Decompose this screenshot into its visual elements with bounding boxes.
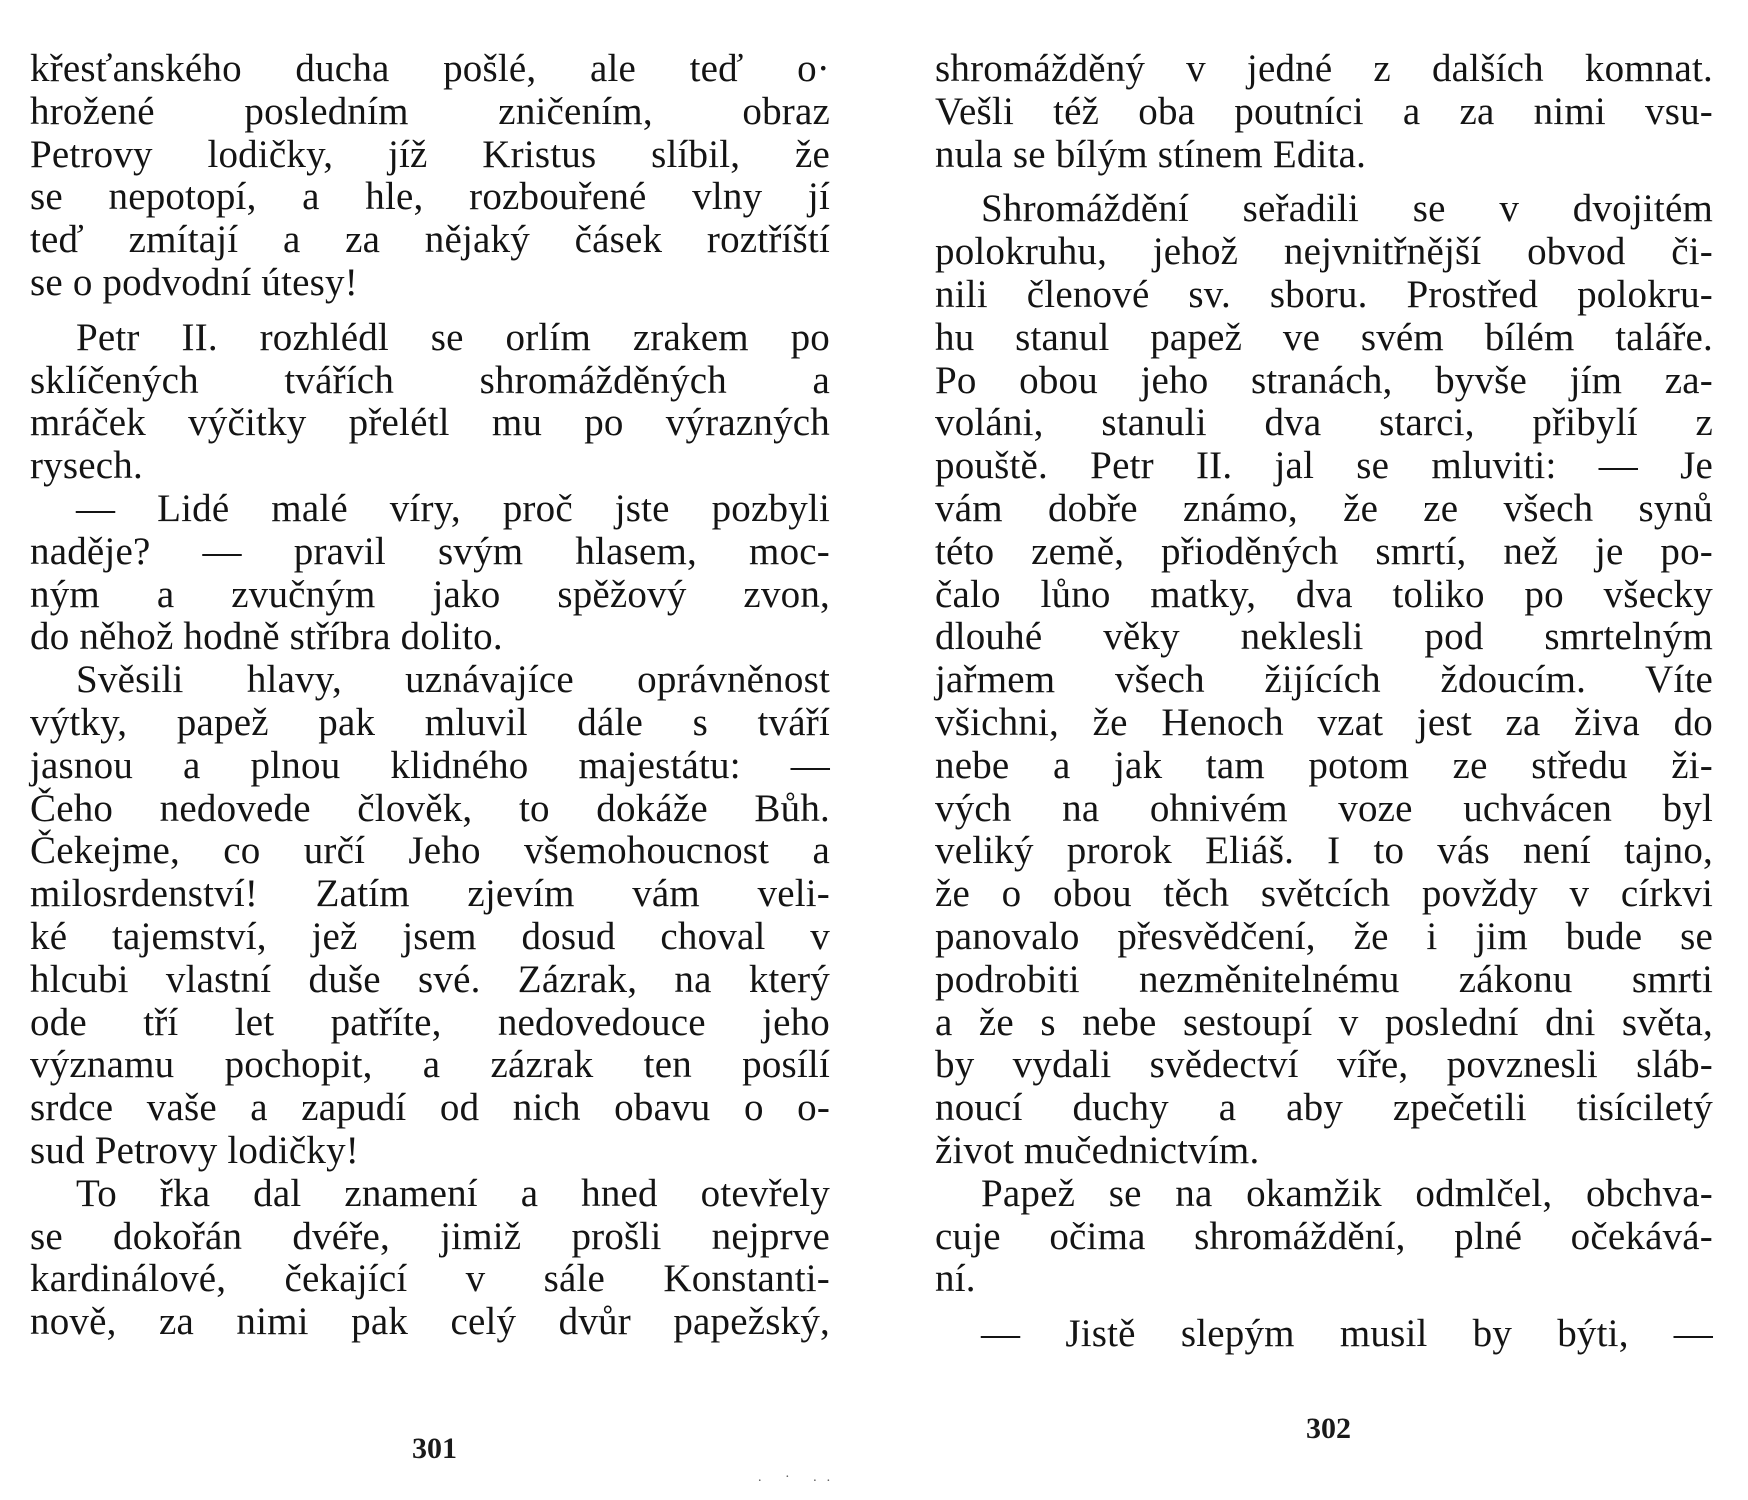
text-line: že o obou těch světcích povždy v církvi — [935, 872, 1713, 916]
text-line: život mučednictvím. — [935, 1128, 1260, 1172]
text-line: Petrovy lodičky, jíž Kristus slíbil, že — [30, 132, 830, 176]
text-line: sklíčených tvářích shromážděných a — [30, 358, 830, 402]
page-number-left: 301 — [412, 1432, 457, 1465]
text-line: jařmem všech žijících ždoucím. Víte — [935, 658, 1713, 702]
text-line: panovalo přesvědčení, že i jim bude se — [935, 914, 1713, 958]
text-line: se dokořán dvéře, jimiž prošli nejprve — [30, 1214, 830, 1258]
text-line: hu stanul papež ve svém bílém taláře. — [935, 315, 1713, 359]
text-line: podrobiti nezměnitelnému zákonu smrti — [935, 957, 1713, 1001]
text-line: nula se bílým stínem Edita. — [935, 132, 1367, 176]
text-line: kardinálové, čekající v sále Konstanti- — [30, 1257, 830, 1301]
text-line: čalo lůno matky, dva toliko po všecky — [935, 572, 1713, 616]
text-line: Po obou jeho stranách, byvše jím za- — [935, 358, 1713, 402]
text-line: Papež se na okamžik odmlčel, obchva- — [981, 1171, 1713, 1215]
text-line: Čekejme, co určí Jeho všemohoucnost a — [30, 829, 830, 873]
text-line: hrožené posledním zničením, obraz — [30, 89, 830, 133]
text-line: ké tajemství, jež jsem dosud choval v — [30, 914, 830, 958]
text-line: ným a zvučným jako spěžový zvon, — [30, 572, 830, 616]
left-page — [30, 48, 830, 1344]
text-line: naděje? — pravil svým hlasem, moc- — [30, 529, 830, 573]
text-line: cuje očima shromáždění, plné očekává- — [935, 1214, 1713, 1258]
text-line: jasnou a plnou klidného majestátu: — — [30, 743, 830, 787]
text-line: Vešli též oba poutníci a za nimi vsu- — [935, 89, 1713, 133]
text-line: milosrdenství! Zatím zjevím vám veli- — [30, 872, 830, 916]
text-line: by vydali svědectví víře, povznesli sláb- — [935, 1043, 1713, 1087]
text-line: teď zmítají a za nějaký čásek roztříští — [30, 218, 830, 262]
print-specks: . · .. — [758, 1470, 841, 1485]
right-page — [935, 48, 1713, 1356]
text-line: Shromáždění seřadili se v dvojitém — [981, 187, 1713, 231]
text-line: — Lidé malé víry, proč jste pozbyli — [76, 486, 830, 530]
text-line: výtky, papež pak mluvil dále s tváří — [30, 700, 830, 744]
text-line: voláni, stanuli dva starci, přibylí z — [935, 401, 1713, 445]
text-line: hlcubi vlastní duše své. Zázrak, na který — [30, 957, 830, 1001]
text-line: dlouhé věky neklesli pod smrtelným — [935, 615, 1713, 659]
text-line: významu pochopit, a zázrak ten posílí — [30, 1043, 830, 1087]
text-line: se nepotopí, a hle, rozbouřené vlny jí — [30, 175, 830, 219]
text-line: vých na ohnivém voze uchvácen byl — [935, 786, 1713, 830]
text-line: této země, přioděných smrtí, než je po- — [935, 529, 1713, 573]
text-line: Svěsili hlavy, uznávajíce oprávněnost — [76, 658, 830, 702]
text-line: — Jistě slepým musil by býti, — — [981, 1312, 1713, 1356]
text-line: shromážděný v jedné z dalších komnat. — [935, 47, 1713, 90]
text-line: pouště. Petr II. jal se mluviti: — Je — [935, 444, 1713, 488]
text-line: mráček výčitky přelétl mu po výrazných — [30, 401, 830, 445]
text-line: všichni, že Henoch vzat jest za živa do — [935, 700, 1713, 744]
text-line: nili členové sv. sboru. Prostřed polokru- — [935, 272, 1713, 316]
text-line: veliký prorok Eliáš. I to vás není tajno, — [935, 829, 1713, 873]
text-line: sud Petrovy lodičky! — [30, 1128, 359, 1172]
text-line: vám dobře známo, že ze všech synů — [935, 486, 1713, 530]
paragraph-gap — [30, 305, 830, 317]
text-line: ní. — [935, 1257, 976, 1301]
text-line: Čeho nedovede člověk, to dokáže Bůh. — [30, 786, 830, 830]
text-line: To řka dal znamení a hned otevřely — [76, 1171, 830, 1215]
text-line: nebe a jak tam potom ze středu ži- — [935, 743, 1713, 787]
text-line: nově, za nimi pak celý dvůr papežský, — [30, 1300, 830, 1344]
text-line: se o podvodní útesy! — [30, 260, 358, 304]
text-line: srdce vaše a zapudí od nich obavu o o- — [30, 1086, 830, 1130]
text-line: do něhož hodně stříbra dolito. — [30, 615, 503, 659]
text-line: polokruhu, jehož nejvnitřnější obvod či- — [935, 230, 1713, 274]
text-line: Petr II. rozhlédl se orlím zrakem po — [76, 315, 830, 359]
text-line: a že s nebe sestoupí v poslední dni světa, — [935, 1000, 1713, 1044]
text-line: noucí duchy a aby zpečetili tisíciletý — [935, 1086, 1713, 1130]
text-line: ode tří let patříte, nedovedouce jeho — [30, 1000, 830, 1044]
text-line: rysech. — [30, 444, 143, 488]
text-line: křesťanského ducha pošlé, ale teď o· — [30, 47, 830, 90]
page-number-right: 302 — [1306, 1412, 1351, 1445]
